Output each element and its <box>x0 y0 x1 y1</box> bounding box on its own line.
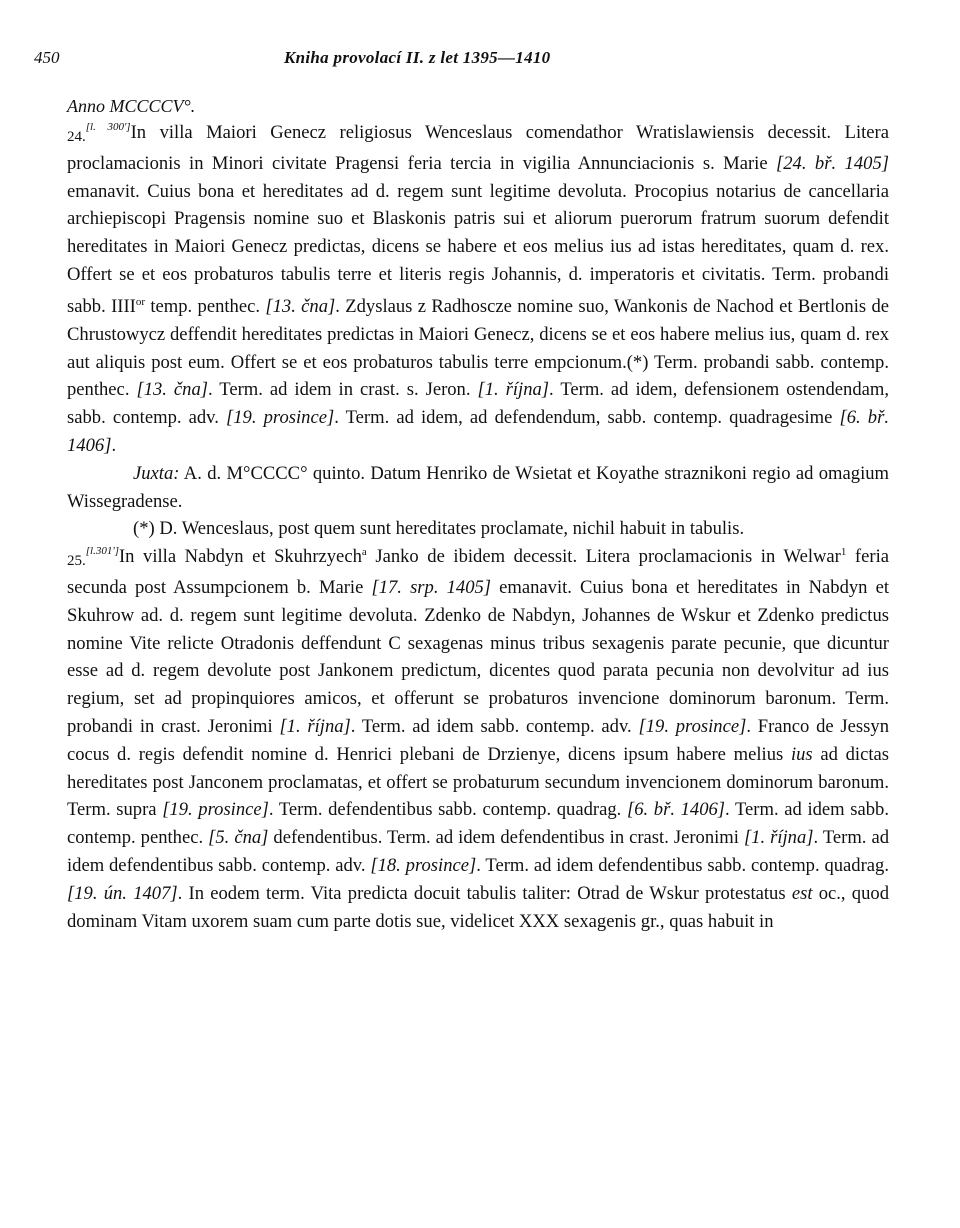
entry-text: . <box>111 434 117 456</box>
entry-text: . Term. ad idem defendentibus sabb. contemp. quadrag. <box>476 854 889 876</box>
italic-word: ius <box>790 743 813 765</box>
entry-text: ad dictas hereditates post Janconem proclamatas, et offert se probaturum secundum invencionem dominorum baronum. Term. supra <box>67 743 890 821</box>
entry-number: 25. <box>67 553 86 570</box>
entry-text: feria secunda post Assumpcionem b. Marie <box>67 546 889 598</box>
running-head: Kniha provolací II. z let 1395—1410 <box>284 48 551 67</box>
ordinal-superscript: or <box>135 295 146 308</box>
entry-text: . Franco de Jessyn cocus d. regis defendit nomine d. Henrici plebani de Drzienye, dicens ipsum habere melius <box>67 715 889 765</box>
folio-reference: [l. 300'] <box>85 121 131 133</box>
date-reference: [1. října] <box>279 715 351 737</box>
entry-text: emanavit. Cuius bona et hereditates in Nabdyn et Skuhrow ad. d. regem sunt legitime devoluta. Zdenko de Nabdyn, Johannes de Wskur et Zdenko predictus nomine Vite relicte Otradonis deffendunt C sexagenas minus tribus sexagenis parate pecunie, que dicuntur esse ad d. regem devolute post Jankonem predictum, dicentes quod parata pecunia non devolvitur ad ius regium, set ad propinquiores amicos, et offerunt se probaturos invencione dominorum baronum. Term. probandi in crast. Jeronimi <box>67 576 889 737</box>
date-reference: [19. ún. 1407] <box>67 882 178 904</box>
date-reference: [1. října] <box>477 379 550 401</box>
juxta-text: A. d. M°CCCC° quinto. Datum Henriko de Wsietat et Koyathe straznikoni regio ad omagium Wissegradense. <box>67 462 889 512</box>
entry-text: . In eodem term. Vita predicta docuit tabulis taliter: Otrad de Wskur protestatus <box>177 882 792 904</box>
entry-text: In villa Maiori Genecz religiosus Wenceslaus comendathor Wratislawiensis decessit. Litera proclamacionis in Minori civitate Pragensi feria tercia in vigilia Annunciacionis s. Marie <box>67 122 889 174</box>
year-heading: Anno MCCCCV°. <box>67 96 196 116</box>
entry-text: . Term. ad idem, defensionem ostendendam, sabb. contemp. adv. <box>67 379 889 429</box>
juxta-label: Juxta: <box>133 462 180 484</box>
footnote-paragraph: (*) D. Wenceslaus, post quem sunt hereditates proclamate, nichil habuit in tabulis. <box>133 518 745 540</box>
entry-text: emanavit. Cuius bona et hereditates ad d. regem sunt legitime devoluta. Procopius notarius de cancellaria archiepiscopi Pragensis nomine suo et Blaskonis patris sui et aliorum puerorum fratrum suorum defendit hereditates in Maiori Genecz predictas, dicens se habere et eos melius ius ad istas hereditates, quam d. rex. Offert se et eos probaturos tabulis terre et literis regis Johannis, d. imperatoris et civitatis. Term. probandi sabb. IIII <box>67 180 889 317</box>
italic-word: est <box>791 882 813 904</box>
juxta-paragraph <box>67 460 889 516</box>
date-reference: [17. srp. 1405] <box>371 576 492 598</box>
date-reference: [6. bř. 1406] <box>67 407 889 456</box>
entry-number: 24. <box>67 129 86 145</box>
date-reference: [13. čna] <box>265 295 336 317</box>
entry-text: . Term. ad idem sabb. contemp. adv. <box>350 715 639 737</box>
page-header <box>34 48 891 72</box>
date-reference: [5. čna] <box>208 827 269 849</box>
entry-text: In villa Nabdyn et Skuhrzyech <box>118 546 362 568</box>
entry-text: . Term. ad idem defendentibus sabb. contemp. adv. <box>67 827 889 876</box>
date-reference: [19. prosince] <box>638 715 747 737</box>
note-marker: 1 <box>840 546 847 559</box>
entry-24 <box>67 119 889 460</box>
date-reference: [19. prosince] <box>162 799 269 821</box>
date-reference: [6. bř. 1406] <box>626 799 726 821</box>
note-marker: a <box>361 546 367 559</box>
entry-text: . Term. ad idem in crast. s. Jeron. <box>208 379 478 401</box>
entry-text: temp. penthec. <box>145 295 266 317</box>
date-reference: [13. čna] <box>136 379 208 401</box>
entry-text: defendentibus. Term. ad idem defendentibus in crast. Jeronimi <box>268 827 744 849</box>
entry-text: . Term. ad idem sabb. contemp. penthec. <box>67 799 889 849</box>
date-reference: [1. října] <box>743 827 814 849</box>
entry-text: . Zdyslaus z Radhoscze nomine suo, Wankonis de Nachod et Bertlonis de Chrustowycz deffendit hereditates predictas in Maiori Genecz, dicens se et eos habere melius ius, quam d. rex aut aliquis post eum. Offert se et eos probaturos tabulis terre empcionum.(*) Term. probandi sabb. contemp. penthec. <box>67 295 889 401</box>
entry-text: Janko de ibidem decessit. Litera proclamacionis in Welwar <box>366 546 841 568</box>
date-reference: [24. bř. 1405] <box>776 152 889 174</box>
folio-reference: [l.301'] <box>85 545 119 558</box>
entry-25 <box>67 543 889 935</box>
date-reference: [19. prosince] <box>226 407 335 429</box>
entry-text: . Term. defendentibus sabb. contemp. quadrag. <box>268 799 627 821</box>
entry-text: oc., quod dominam Vitam uxorem suam cum parte dotis sue, videlicet XXX sexagenis gr., quas habuit in <box>67 882 889 932</box>
date-reference: [18. prosince] <box>370 854 477 876</box>
document-body <box>67 119 889 935</box>
page-number: 450 <box>34 48 60 67</box>
entry-text: . Term. ad idem, ad defendendum, sabb. contemp. quadragesime <box>334 407 840 429</box>
